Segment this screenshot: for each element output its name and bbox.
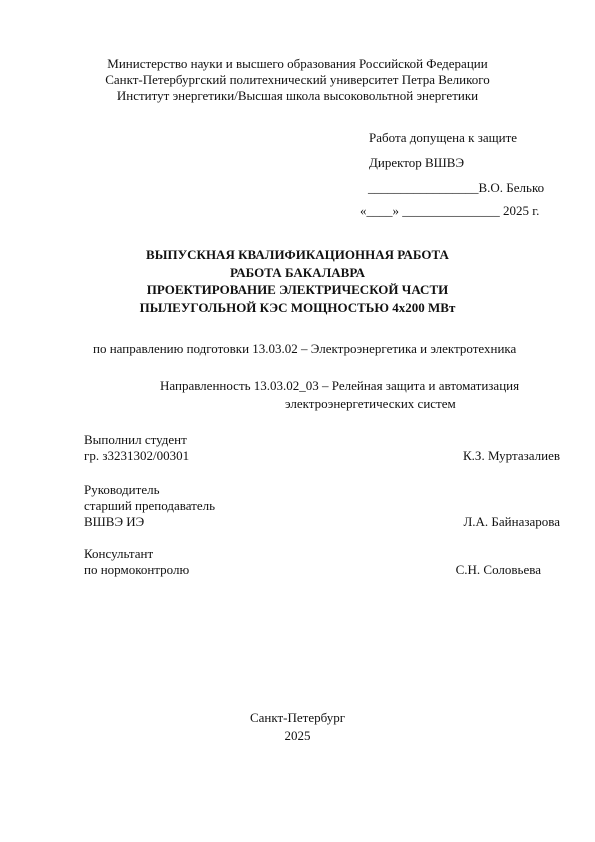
director-signature-line: _________________В.О. Белько	[368, 180, 545, 195]
supervisor-position: старший преподаватель	[84, 498, 216, 513]
consultant-area: по нормоконтролю	[84, 562, 190, 577]
supervisor-role: Руководитель	[84, 482, 160, 497]
institute-line: Институт энергетики/Высшая школа высоковольтной энергетики	[116, 88, 479, 103]
title-line-3: ПРОЕКТИРОВАНИЕ ЭЛЕКТРИЧЕСКОЙ ЧАСТИ	[146, 282, 449, 297]
student-name: К.З. Муртазалиев	[463, 448, 560, 463]
title-line-1: ВЫПУСКНАЯ КВАЛИФИКАЦИОННАЯ РАБОТА	[146, 247, 449, 262]
institution-header	[0, 56, 595, 104]
student-group: гр. з3231302/00301	[84, 448, 190, 463]
focus-line-1: Направленность 13.03.02_03 – Релейная защита и автоматизация	[160, 378, 520, 393]
supervisor-org: ВШВЭ ИЭ	[84, 514, 145, 529]
focus-line-2: электроэнергетических систем	[285, 396, 456, 411]
footer-year: 2025	[284, 728, 311, 743]
student-role: Выполнил студент	[84, 432, 187, 447]
ministry-line: Министерство науки и высшего образования Российской Федерации	[107, 56, 488, 71]
thesis-title	[0, 246, 595, 316]
approval-text: Работа допущена к защите	[369, 130, 518, 145]
consultant-role: Консультант	[84, 546, 154, 561]
director-label: Директор ВШВЭ	[369, 155, 465, 170]
consultant-name: С.Н. Соловьева	[455, 562, 541, 577]
supervisor-name: Л.А. Байназарова	[463, 514, 560, 529]
study-direction: по направлению подготовки 13.03.02 – Электроэнергетика и электротехника	[93, 341, 517, 356]
approval-date-line: «____» _______________ 2025 г.	[360, 203, 540, 218]
title-line-4: ПЫЛЕУГОЛЬНОЙ КЭС МОЩНОСТЬЮ 4х200 МВт	[139, 299, 456, 315]
footer-city: Санкт-Петербург	[249, 710, 346, 725]
title-line-2: РАБОТА БАКАЛАВРА	[230, 264, 365, 280]
university-line: Санкт-Петербургский политехнический университет Петра Великого	[105, 72, 490, 87]
